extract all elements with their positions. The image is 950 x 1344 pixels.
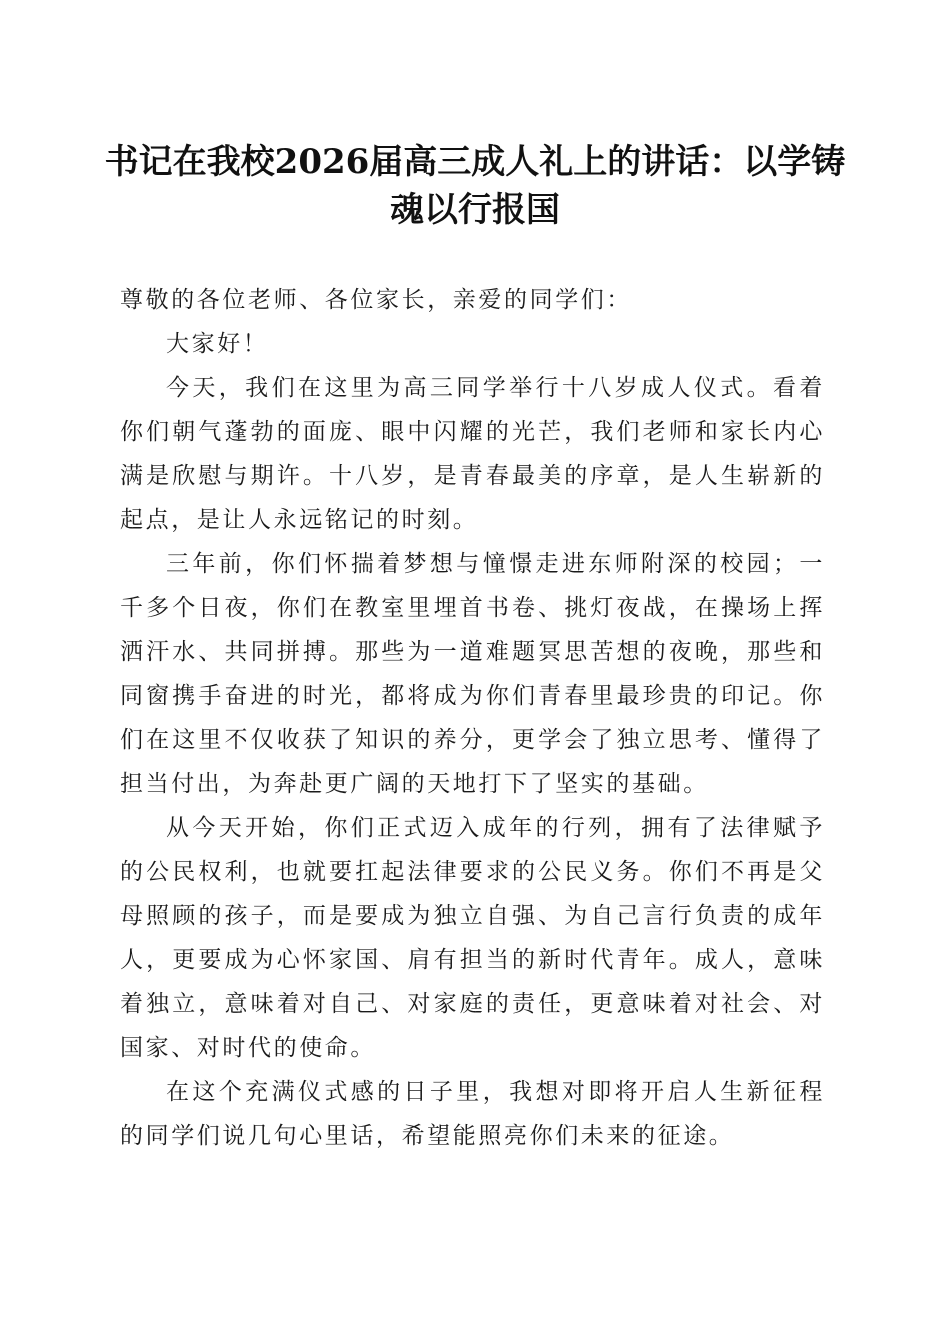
paragraph-4: 在这个充满仪式感的日子里，我想对即将开启人生新征程的同学们说几句心里话，希望能照亮你们未来的征途。: [120, 1079, 825, 1149]
paragraph-3: 从今天开始，你们正式迈入成年的行列，拥有了法律赋予的公民权利，也就要扛起法律要求的公民义务。你们不再是父母照顾的孩子，而是要成为独立自强、为自己言行负责的成年人，更要成为心怀家国、肩有担当的新时代青年。成人，意味着独立，意味着对自己、对家庭的责任，更意味着对社会、对国家、对时代的使命。: [120, 815, 825, 1061]
document-title: 书记在我校2026届高三成人礼上的讲话：以学铸魂以行报国: [104, 142, 846, 230]
document-body: [120, 278, 825, 1158]
salutation: 尊敬的各位老师、各位家长，亲爱的同学们：: [120, 287, 632, 313]
paragraph-2: 三年前，你们怀揣着梦想与憧憬走进东师附深的校园；一千多个日夜，你们在教室里埋首书卷、挑灯夜战，在操场上挥洒汗水、共同拼搏。那些为一道难题冥思苦想的夜晚，那些和同窗携手奋进的时光，都将成为你们青春里最珍贵的印记。你们在这里不仅收获了知识的养分，更学会了独立思考、懂得了担当付出，为奔赴更广阔的天地打下了坚实的基础。: [120, 551, 825, 797]
paragraph-1: 今天，我们在这里为高三同学举行十八岁成人仪式。看着你们朝气蓬勃的面庞、眼中闪耀的光芒，我们老师和家长内心满是欣慰与期许。十八岁，是青春最美的序章，是人生崭新的起点，是让人永远铭记的时刻。: [120, 375, 825, 533]
paragraph-greeting: 大家好！: [166, 331, 269, 357]
